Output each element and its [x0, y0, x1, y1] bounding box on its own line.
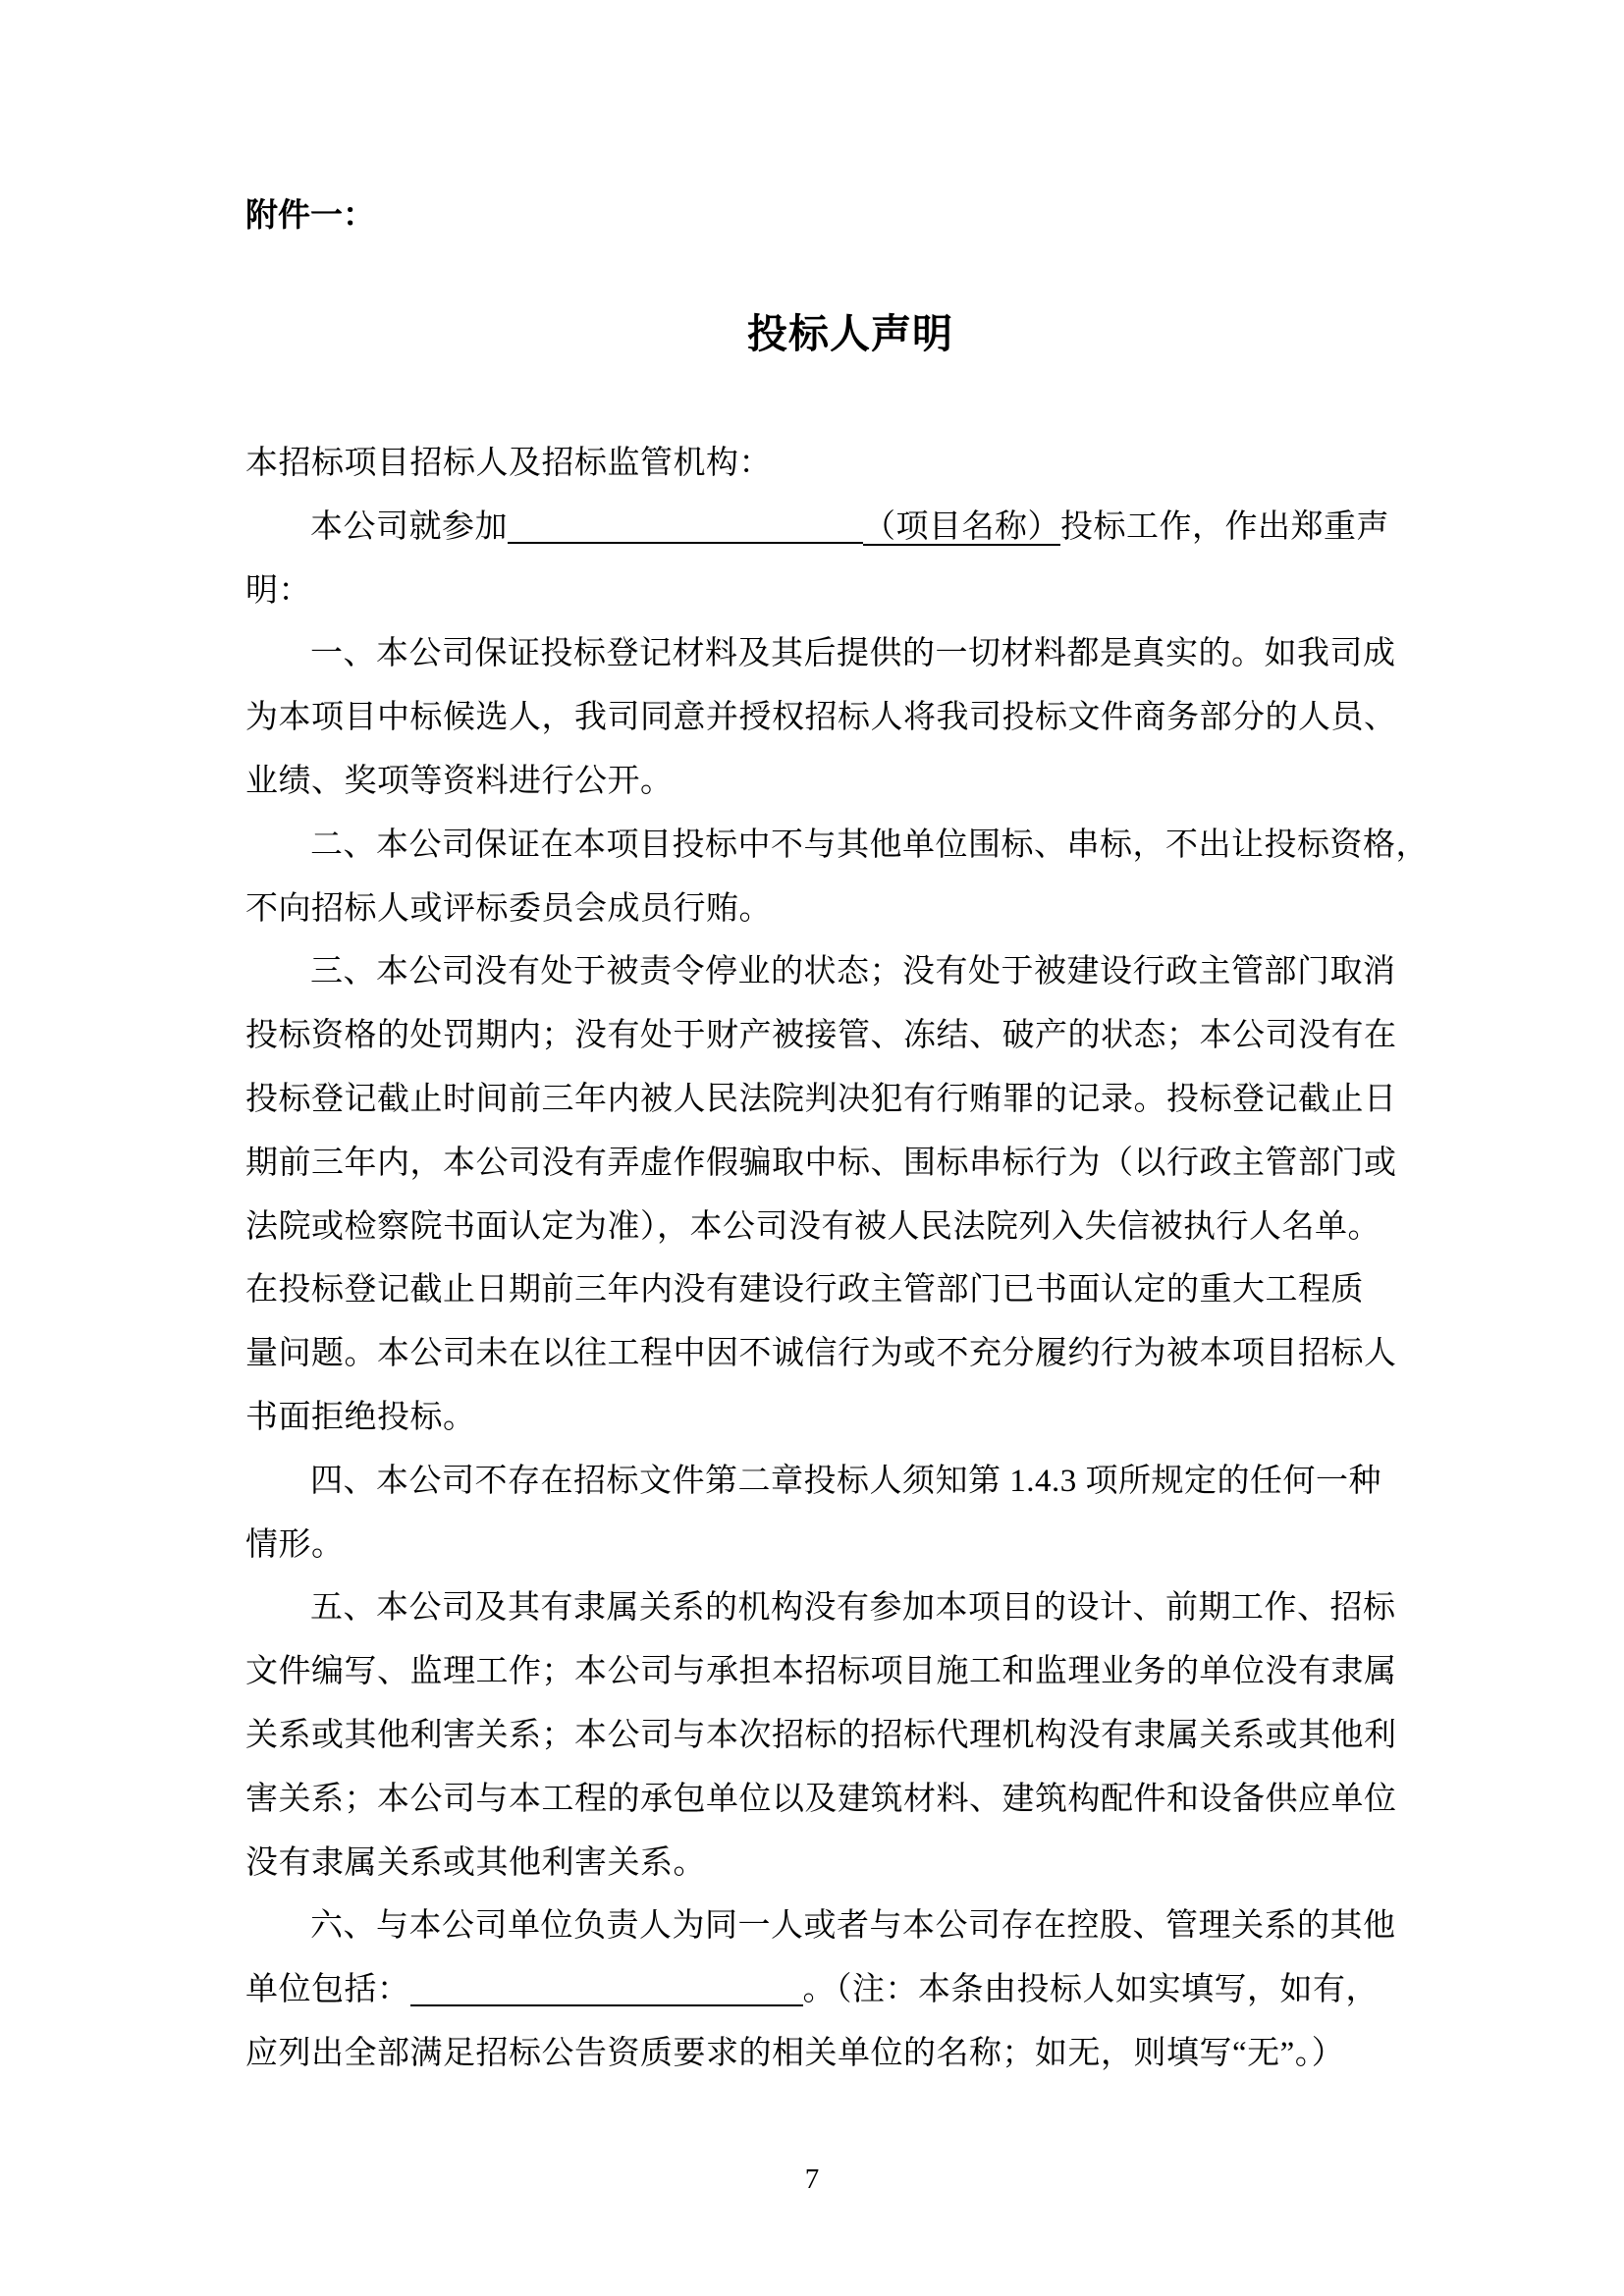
text-segment: 一、本公司保证投标登记材料及其后提供的一切材料都是真实的。如我司成 — [310, 636, 1396, 672]
text-segment: 不向招标人或评标委员会成员行贿。 — [245, 890, 772, 927]
text-line — [245, 1322, 1409, 1386]
text-segment: 文件编写、监理工作；本公司与承担本招标项目施工和监理业务的单位没有隶属 — [245, 1654, 1397, 1690]
text-line — [245, 1258, 1409, 1322]
text-segment: 本招标项目招标人及招标监管机构： — [245, 446, 772, 481]
text-line — [245, 1450, 1409, 1514]
text-line — [245, 814, 1429, 878]
text-line — [245, 1004, 1409, 1068]
text-line — [245, 1068, 1409, 1132]
text-segment: 四、本公司不存在招标文件第二章投标人须知第 1.4.3 项所规定的任何一种 — [310, 1463, 1381, 1499]
text-segment: 单位包括： — [245, 1972, 410, 2008]
text-segment: 量问题。本公司未在以往工程中因不诚信行为或不充分履约行为被本项目招标人 — [245, 1336, 1397, 1372]
text-line — [245, 686, 1409, 750]
text-segment: 。（注：本条由投标人如实填写，如有， — [802, 1972, 1379, 2008]
text-line — [245, 1514, 1409, 1577]
text-line — [245, 1832, 1409, 1896]
text-line — [245, 1704, 1409, 1768]
text-segment: 投标工作，作出郑重声 — [1060, 508, 1389, 545]
text-segment: 六、与本公司单位负责人为同一人或者与本公司存在控股、管理关系的其他 — [310, 1908, 1396, 1945]
text-segment: 书面拒绝投标。 — [245, 1399, 476, 1435]
text-line — [245, 432, 1409, 496]
document-body — [245, 432, 1429, 2086]
text-line — [245, 1576, 1409, 1640]
text-segment: 在投标登记截止日期前三年内没有建设行政主管部门已书面认定的重大工程质 — [245, 1272, 1364, 1308]
text-segment: 投标资格的处罚期内；没有处于财产被接管、冻结、破产的状态；本公司没有在 — [245, 1018, 1397, 1054]
text-segment: 应列出全部满足招标公告资质要求的相关单位的名称；如无，则填写“无”。） — [245, 2035, 1345, 2071]
page-title: 投标人声明 — [747, 311, 953, 356]
text-line — [245, 1768, 1409, 1832]
text-segment: 期前三年内，本公司没有弄虚作假骗取中标、围标串标行为（以行政主管部门或 — [245, 1145, 1397, 1181]
text-line — [245, 1640, 1409, 1704]
text-segment: 法院或检察院书面认定为准），本公司没有被人民法院列入失信被执行人名单。 — [245, 1208, 1380, 1245]
fill-in-blank — [508, 522, 863, 544]
text-segment: 明： — [245, 572, 311, 609]
text-segment: 投标登记截止时间前三年内被人民法院判决犯有行贿罪的记录。投标登记截止日 — [245, 1081, 1397, 1117]
text-segment: 二、本公司保证在本项目投标中不与其他单位围标、串标，不出让投标资格， — [310, 827, 1429, 863]
text-segment: 本公司就参加 — [310, 508, 508, 545]
text-line — [245, 1895, 1409, 1958]
text-line — [245, 878, 1409, 941]
text-line — [245, 940, 1409, 1004]
text-segment: 没有隶属关系或其他利害关系。 — [245, 1844, 706, 1881]
text-line — [245, 2022, 1409, 2086]
text-line — [245, 1386, 1409, 1450]
text-line — [245, 496, 1409, 560]
text-segment: 三、本公司没有处于被责令停业的状态；没有处于被建设行政主管部门取消 — [310, 954, 1396, 990]
text-segment: 害关系；本公司与本工程的承包单位以及建筑材料、建筑构配件和设备供应单位 — [245, 1781, 1397, 1817]
text-segment: 情形。 — [245, 1526, 345, 1563]
page-number: 7 — [804, 2163, 820, 2195]
underlined-text: （项目名称） — [863, 508, 1060, 545]
text-segment: 关系或其他利害关系；本公司与本次招标的招标代理机构没有隶属关系或其他利 — [245, 1717, 1397, 1753]
text-segment: 五、本公司及其有隶属关系的机构没有参加本项目的设计、前期工作、招标 — [310, 1590, 1396, 1627]
attachment-label: 附件一： — [245, 198, 375, 234]
text-line — [245, 750, 1409, 814]
fill-in-blank — [410, 1985, 803, 2006]
text-segment: 为本项目中标候选人，我司同意并授权招标人将我司投标文件商务部分的人员、 — [245, 700, 1397, 736]
text-line — [245, 1196, 1409, 1259]
text-segment: 业绩、奖项等资料进行公开。 — [245, 763, 674, 799]
text-line — [245, 622, 1409, 686]
text-line — [245, 1132, 1409, 1196]
text-line — [245, 560, 1409, 623]
text-line — [245, 1958, 1409, 2022]
